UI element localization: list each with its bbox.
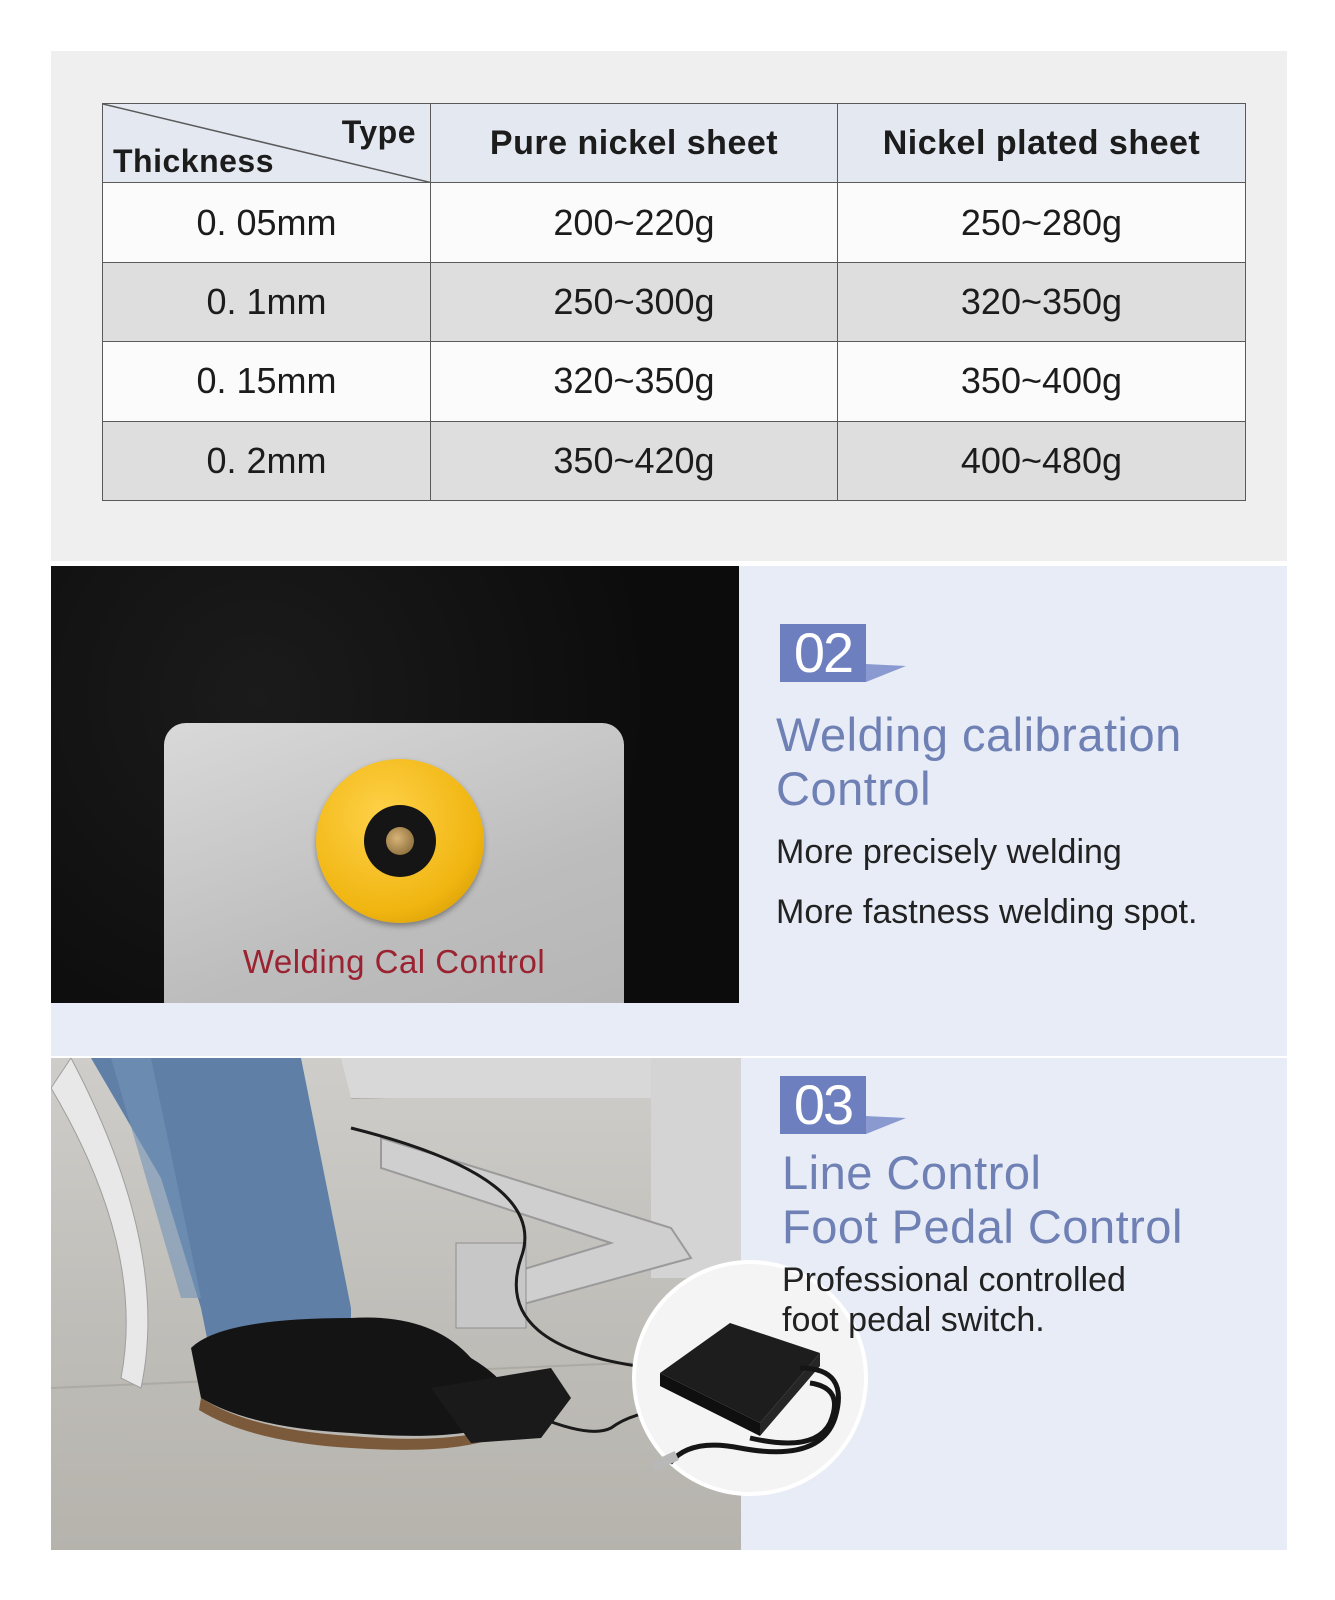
feature-text-line2: More fastness welding spot. <box>776 893 1198 931</box>
machine-base <box>341 1058 691 1098</box>
thickness-cell: 0. 15mm <box>103 342 431 421</box>
pure-value-cell: 200~220g <box>431 183 838 262</box>
feature-number-badge: 02 <box>780 624 866 682</box>
thickness-label: Thickness <box>113 143 275 180</box>
spec-table <box>102 103 1246 501</box>
type-label: Type <box>341 114 416 150</box>
feature-title-line2: Control <box>776 762 932 815</box>
calibration-knob-icon <box>316 759 484 923</box>
plated-value-cell: 350~400g <box>838 342 1246 421</box>
feature-title-line1: Line Control <box>782 1146 1042 1199</box>
feature-text-line2: foot pedal switch. <box>782 1301 1045 1339</box>
table-row <box>103 183 1246 262</box>
control-plate <box>164 723 624 1003</box>
feature-text-line1: Professional controlled <box>782 1261 1126 1299</box>
plated-value-cell: 250~280g <box>838 183 1246 262</box>
pure-nickel-header: Pure nickel sheet <box>431 104 838 183</box>
spec-table-panel <box>51 51 1287 561</box>
table-row <box>103 342 1246 421</box>
plated-value-cell: 320~350g <box>838 262 1246 341</box>
plated-value-cell: 400~480g <box>838 421 1246 500</box>
pure-value-cell: 350~420g <box>431 421 838 500</box>
pure-value-cell: 320~350g <box>431 342 838 421</box>
thickness-cell: 0. 2mm <box>103 421 431 500</box>
table-row <box>103 421 1246 500</box>
pure-value-cell: 250~300g <box>431 262 838 341</box>
plate-label: Welding Cal Control <box>242 943 546 980</box>
thickness-cell: 0. 1mm <box>103 262 431 341</box>
thickness-cell: 0. 05mm <box>103 183 431 262</box>
nickel-plated-header: Nickel plated sheet <box>838 104 1246 183</box>
table-header-row <box>103 104 1246 183</box>
feature-title-line1: Welding calibration <box>776 708 1182 761</box>
knob-hole <box>364 805 436 877</box>
calibration-photo <box>51 566 739 1003</box>
knob-screw <box>386 827 414 855</box>
corner-header-cell <box>103 104 431 183</box>
table-row <box>103 262 1246 341</box>
feature-text-line1: More precisely welding <box>776 833 1122 871</box>
feature-title-line2: Foot Pedal Control <box>782 1200 1183 1253</box>
badge-tail-icon <box>866 664 906 682</box>
feature-number-badge: 03 <box>780 1076 866 1134</box>
badge-tail-icon <box>866 1116 906 1134</box>
